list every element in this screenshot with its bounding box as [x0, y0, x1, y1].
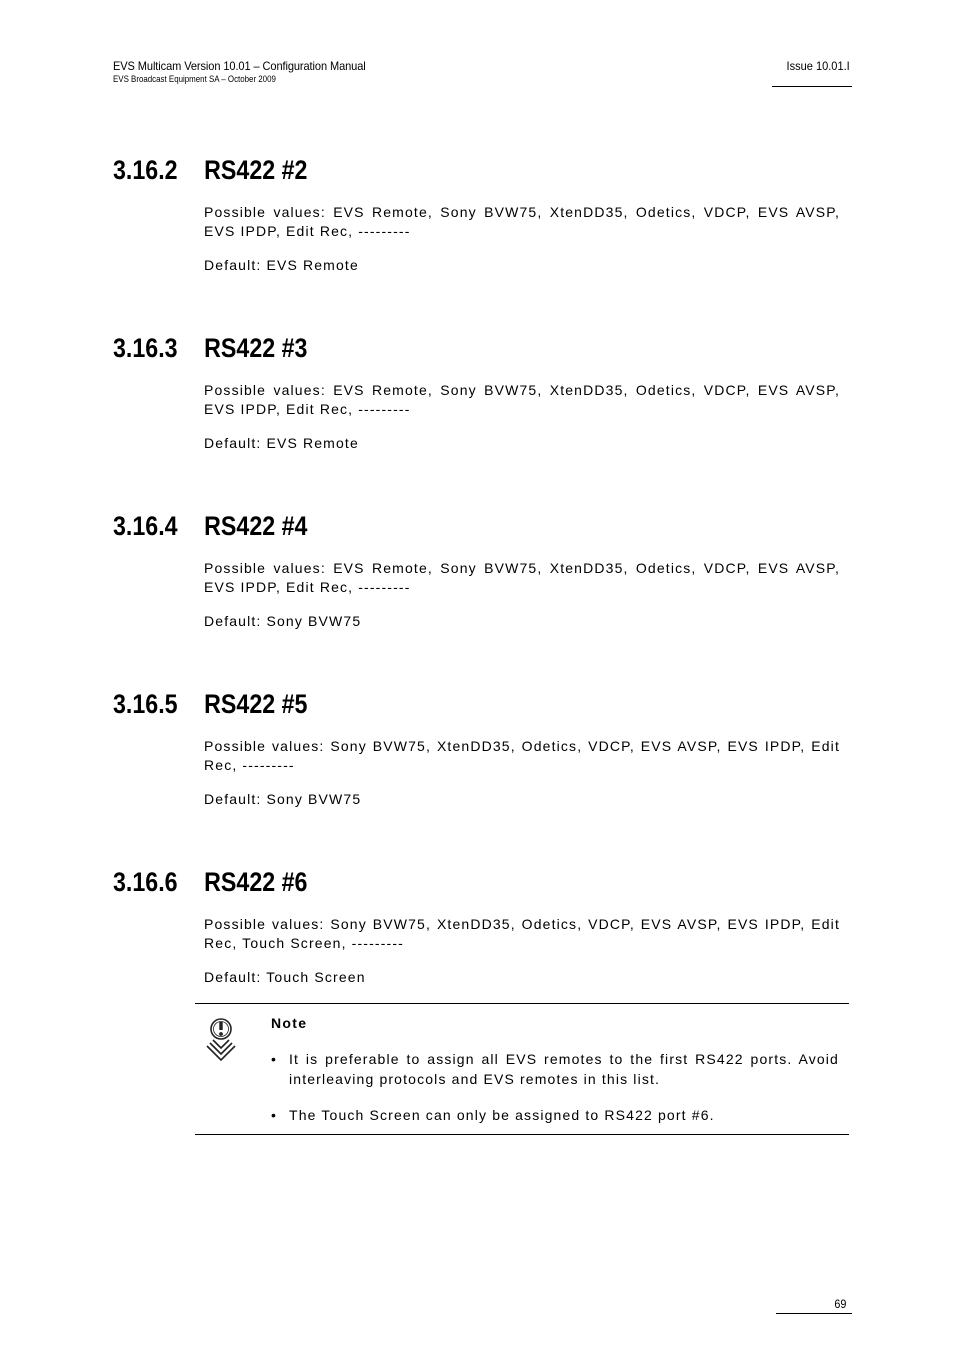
default-value-text: Default: Touch Screen [204, 969, 366, 985]
note-item-text: It is preferable to assign all EVS remotes to the first RS422 ports. Avoid interleaving protocols and EVS remotes in this list. [289, 1051, 839, 1087]
possible-values-text: Possible values: Sony BVW75, XtenDD35, Odetics, VDCP, EVS AVSP, EVS IPDP, Edit Rec, Touch Screen, --------- [204, 916, 840, 951]
section-heading [113, 332, 741, 364]
section-heading [113, 688, 741, 720]
default-value-text: Default: Sony BVW75 [204, 613, 362, 629]
note-title: Note [271, 1015, 308, 1031]
header-divider [772, 86, 852, 87]
default-value-text: Default: Sony BVW75 [204, 791, 362, 807]
section-title: RS422 #2 [204, 155, 308, 185]
page-header [113, 59, 388, 85]
possible-values-text: Possible values: Sony BVW75, XtenDD35, Odetics, VDCP, EVS AVSP, EVS IPDP, Edit Rec, --------- [204, 738, 840, 773]
section-title: RS422 #3 [204, 333, 308, 363]
section-rs422-6 [113, 866, 843, 987]
bullet: • [271, 1107, 278, 1123]
section-title: RS422 #4 [204, 511, 308, 541]
section-title: RS422 #6 [204, 867, 308, 897]
note-box [195, 1003, 849, 1135]
bullet: • [271, 1051, 278, 1067]
section-rs422-3 [113, 332, 843, 453]
section-heading [113, 866, 741, 898]
section-title: RS422 #5 [204, 689, 308, 719]
section-number: 3.16.6 [113, 867, 178, 897]
section-heading [113, 154, 741, 186]
note-icon [203, 1016, 239, 1064]
section-rs422-2 [113, 154, 843, 275]
default-value-text: Default: EVS Remote [204, 435, 359, 451]
document-title: EVS Multicam Version 10.01 – Configuration Manual [113, 59, 366, 73]
section-number: 3.16.2 [113, 155, 178, 185]
possible-values-text: Possible values: EVS Remote, Sony BVW75, XtenDD35, Odetics, VDCP, EVS AVSP, EVS IPDP, Edit Rec, --------- [204, 382, 840, 417]
section-rs422-4 [113, 510, 843, 631]
issue-label: Issue 10.01.I [786, 59, 850, 73]
possible-values-text: Possible values: EVS Remote, Sony BVW75, XtenDD35, Odetics, VDCP, EVS AVSP, EVS IPDP, Edit Rec, --------- [204, 560, 840, 595]
section-rs422-5 [113, 688, 843, 809]
page-number: 69 [833, 1297, 846, 1311]
footer-divider [776, 1313, 852, 1314]
section-number: 3.16.3 [113, 333, 178, 363]
note-list [271, 1049, 839, 1125]
possible-values-text: Possible values: EVS Remote, Sony BVW75, XtenDD35, Odetics, VDCP, EVS AVSP, EVS IPDP, Edit Rec, --------- [204, 204, 840, 239]
list-item [271, 1105, 839, 1125]
list-item [271, 1049, 839, 1089]
section-heading [113, 510, 741, 542]
section-number: 3.16.5 [113, 689, 178, 719]
section-number: 3.16.4 [113, 511, 178, 541]
default-value-text: Default: EVS Remote [204, 257, 359, 273]
note-item-text: The Touch Screen can only be assigned to RS422 port #6. [289, 1107, 715, 1123]
document-subtitle: EVS Broadcast Equipment SA – October 2009 [113, 74, 276, 84]
